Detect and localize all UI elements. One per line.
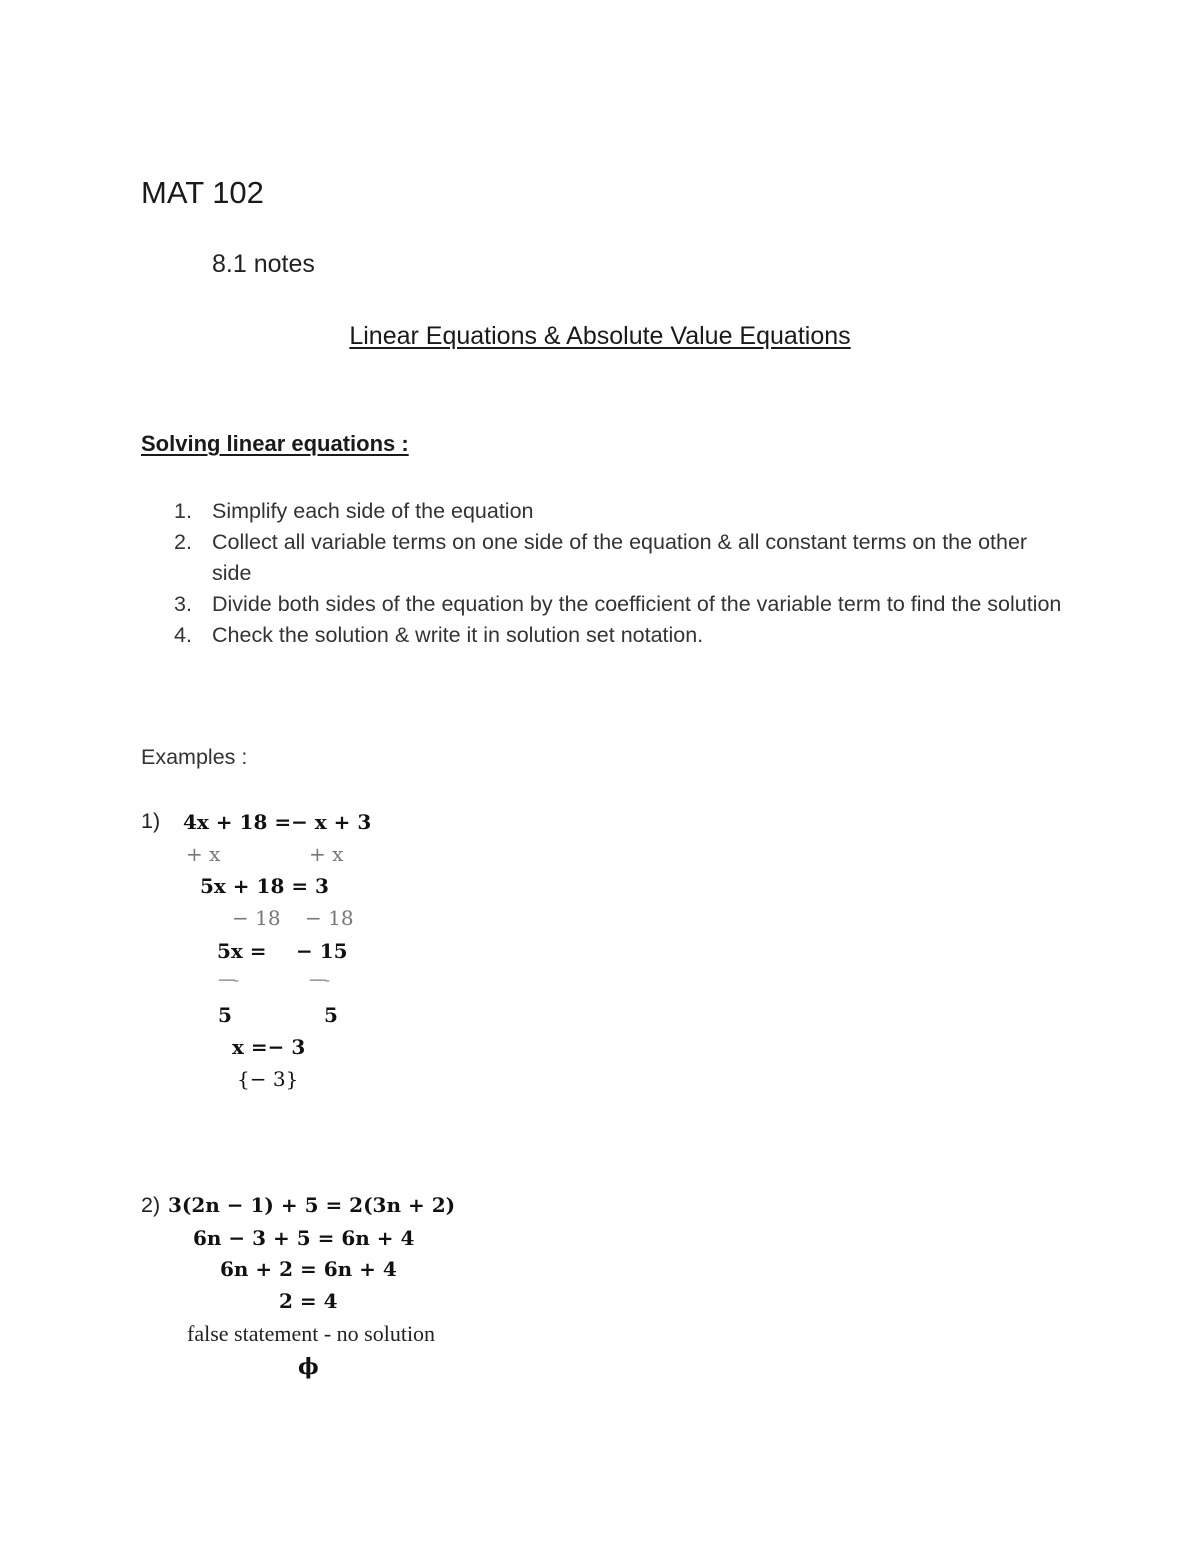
example-1-step-2-right: − 15 <box>296 939 348 963</box>
example-2-number: 2) <box>141 1193 161 1217</box>
example-1-equation: 4x + 18 =− x + 3 <box>183 810 372 834</box>
example-2-empty-set: ϕ <box>298 1354 319 1380</box>
section-heading: Solving linear equations : <box>141 431 409 456</box>
example-2-step-2: 6n + 2 = 6n + 4 <box>220 1257 397 1281</box>
list-item-text: Divide both sides of the equation by the coefficient of the variable term to find the solution <box>212 592 1062 616</box>
list-item-text: Check the solution & write it in solution set notation. <box>212 623 704 647</box>
example-1-add-left: + x <box>186 842 221 866</box>
example-1-sub-left: − 18 <box>232 906 281 930</box>
example-1-number: 1) <box>141 809 161 833</box>
example-1-step-2-left: 5x = <box>217 939 267 963</box>
example-1-sub-right: − 18 <box>305 906 354 930</box>
example-1-solution-set: {− 3} <box>237 1067 299 1091</box>
example-1-step-1: 5x + 18 = 3 <box>200 874 329 898</box>
examples-label: Examples : <box>141 745 248 769</box>
list-item <box>141 620 1071 651</box>
steps-list <box>141 496 1071 651</box>
notes-subtitle: 8.1 notes <box>212 250 315 278</box>
example-1-fraction-bar-right: ──- <box>310 973 329 989</box>
example-1-denominator-left: 5 <box>218 1003 232 1027</box>
example-1-fraction-bar-left: ──- <box>219 973 238 989</box>
list-item-text: Simplify each side of the equation <box>212 499 534 523</box>
example-2-step-3: 2 = 4 <box>279 1289 338 1313</box>
example-2-conclusion: false statement - no solution <box>187 1321 436 1346</box>
list-item-text: Collect all variable terms on one side of the equation & all constant terms on the other side <box>212 530 1028 585</box>
example-1-add-right: + x <box>309 842 344 866</box>
page-title: Linear Equations & Absolute Value Equations <box>349 322 851 350</box>
list-item-number: 4. <box>174 623 192 647</box>
example-2-step-1: 6n − 3 + 5 = 6n + 4 <box>193 1226 415 1250</box>
list-item-number: 3. <box>174 592 192 616</box>
example-2-equation: 3(2n − 1) + 5 = 2(3n + 2) <box>168 1193 456 1217</box>
list-item-number: 2. <box>174 530 192 554</box>
course-title: MAT 102 <box>141 175 264 210</box>
list-item <box>141 589 1071 620</box>
list-item <box>141 527 1071 589</box>
list-item-number: 1. <box>174 499 192 523</box>
list-item <box>141 496 1071 527</box>
example-1-result: x =− 3 <box>232 1035 306 1059</box>
example-1-denominator-right: 5 <box>324 1003 338 1027</box>
